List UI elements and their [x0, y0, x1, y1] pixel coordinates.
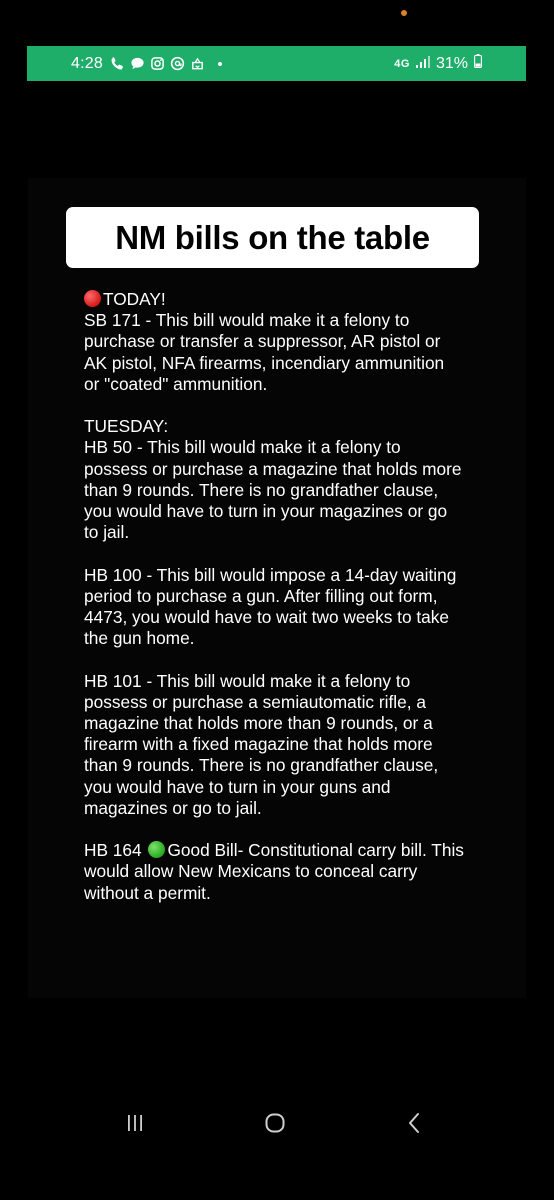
instagram-icon [150, 56, 165, 71]
paragraph-heading: TUESDAY: [84, 416, 169, 437]
back-button[interactable] [400, 1108, 430, 1138]
bill-paragraph-hb100 [84, 565, 464, 650]
front-camera [401, 10, 407, 16]
phone-icon [110, 56, 125, 71]
threads-icon [170, 56, 185, 71]
bill-text: HB 164 Good Bill- Constitutional carry bill. This would allow New Mexicans to conceal carry without a permit. [84, 840, 464, 903]
green-circle-icon [148, 841, 165, 858]
status-time: 4:28 [71, 54, 103, 72]
back-icon [403, 1111, 427, 1135]
recent-apps-button[interactable] [120, 1108, 150, 1138]
post-title: NM bills on the table [115, 218, 430, 256]
navigation-bar [0, 1100, 554, 1144]
chat-icon [130, 56, 145, 71]
bill-paragraph-hb164 [84, 840, 464, 904]
paragraph-heading: TODAY! [84, 289, 464, 310]
home-button[interactable] [260, 1108, 290, 1138]
bill-paragraph-today [84, 289, 464, 395]
bill-text: HB 100 - This bill would impose a 14-day waiting period to purchase a gun. After filling out form, 4473, you would have to wait two weeks to take the gun home. [84, 564, 457, 649]
bill-paragraph-tuesday [84, 416, 464, 543]
signal-icon [416, 55, 430, 73]
notification-icon [190, 56, 205, 71]
network-type: 4G [394, 57, 410, 70]
bill-text: SB 171 - This bill would make it a felony to purchase or transfer a suppressor, AR pistol or AK pistol, NFA firearms, incendiary ammunition or "coated" ammunition. [84, 310, 445, 394]
battery-percent: 31% [435, 54, 468, 72]
post-title-box [66, 207, 479, 268]
post-body [84, 289, 464, 925]
battery-icon [474, 54, 482, 73]
status-right [394, 54, 482, 73]
status-left [71, 55, 222, 73]
bill-text: HB 101 - This bill would make it a felony to possess or purchase a semiautomatic rifle, a magazine that holds more than 9 rounds, or a firearm with a fixed magazine that holds more than 9 rounds. There is no grandfather clause, you would have to turn in your guns and magazines or go to jail. [84, 670, 439, 818]
status-bar [27, 46, 526, 81]
more-notifications-dot [218, 62, 222, 66]
bill-paragraph-hb101 [84, 671, 464, 819]
red-circle-icon [84, 290, 101, 307]
bill-text: HB 50 - This bill would make it a felony to possess or purchase a magazine that holds more than 9 rounds. There is no grandfather clause, you would have to turn in your magazines or go to jail. [84, 437, 462, 543]
recents-icon [123, 1111, 147, 1135]
home-icon [263, 1111, 287, 1135]
